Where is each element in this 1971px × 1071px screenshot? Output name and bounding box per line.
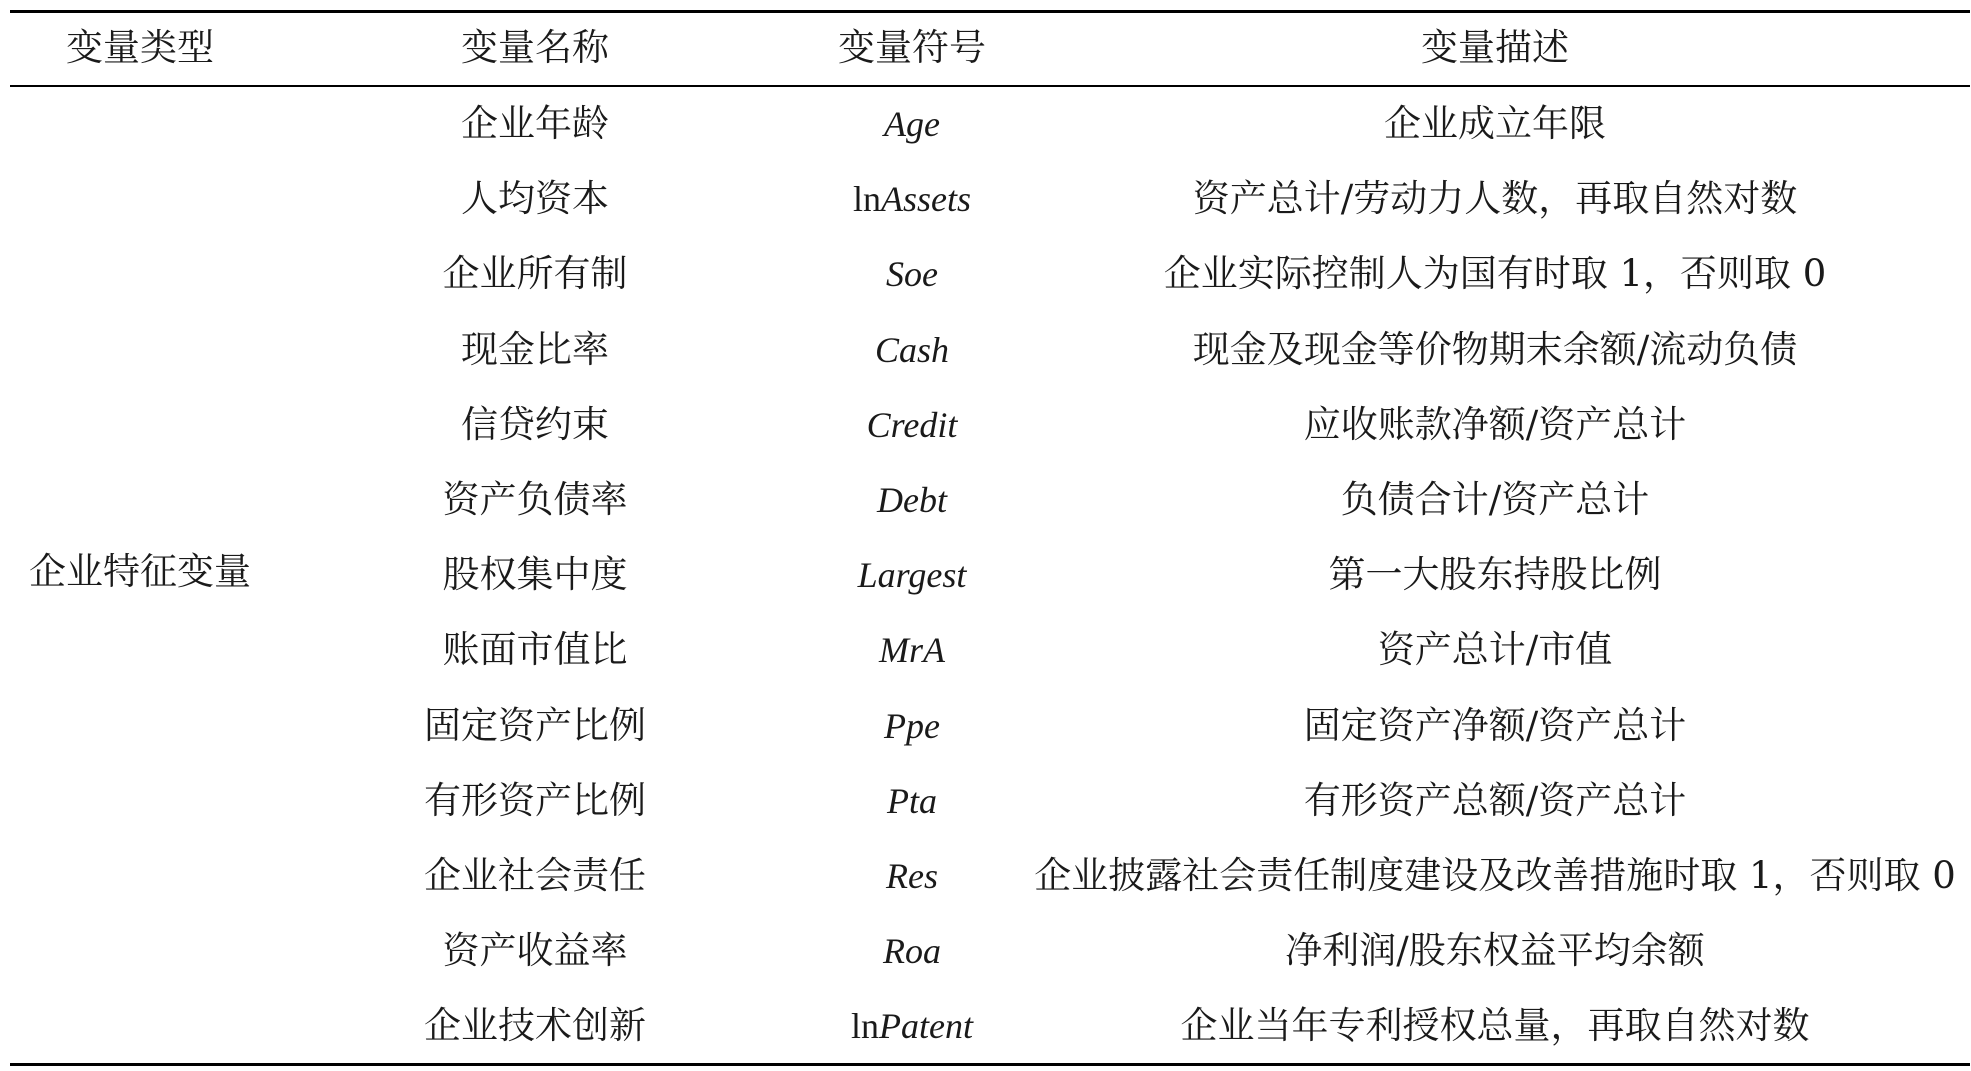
row-variable-description: 企业当年专利授权总量，再取自然对数 <box>1180 1004 1810 1047</box>
row-variable-name: 有形资产比例 <box>424 779 646 822</box>
symbol-prefix: ln <box>852 179 882 219</box>
header-variable-name: 变量名称 <box>461 26 609 69</box>
row-variable-name: 固定资产比例 <box>424 704 646 747</box>
row-variable-name: 企业社会责任 <box>424 854 646 897</box>
table-bottom-rule <box>10 1063 1970 1066</box>
row-variable-description: 资产总计/市值 <box>1377 628 1613 671</box>
table-top-rule <box>10 10 1970 13</box>
row-variable-symbol <box>884 101 940 147</box>
symbol-main: Patent <box>879 1006 973 1046</box>
symbol-main: Soe <box>886 254 938 294</box>
row-variable-symbol <box>886 853 938 899</box>
row-variable-name: 资产收益率 <box>442 929 628 972</box>
symbol-main: Largest <box>857 555 967 595</box>
row-variable-description: 净利润/股东权益平均余额 <box>1285 929 1705 972</box>
symbol-main: Roa <box>883 931 941 971</box>
row-variable-description: 有形资产总额/资产总计 <box>1303 779 1687 822</box>
row-variable-name: 企业年龄 <box>461 102 609 145</box>
row-variable-description: 现金及现金等价物期末余额/流动负债 <box>1192 328 1798 371</box>
row-variable-name: 资产负债率 <box>442 478 628 521</box>
row-variable-symbol <box>875 327 949 373</box>
row-variable-description: 固定资产净额/资产总计 <box>1303 704 1687 747</box>
row-variable-symbol <box>879 627 945 673</box>
row-variable-name: 人均资本 <box>461 177 609 220</box>
row-variable-description: 企业实际控制人为国有时取 1，否则取 0 <box>1163 252 1827 295</box>
row-variable-symbol <box>858 552 967 598</box>
header-variable-description: 变量描述 <box>1421 26 1569 69</box>
symbol-main: Age <box>884 104 940 144</box>
row-variable-symbol <box>887 778 937 824</box>
symbol-main: Debt <box>877 480 947 520</box>
row-variable-symbol <box>867 402 958 448</box>
symbol-main: Ppe <box>884 706 940 746</box>
row-variable-description: 应收账款净额/资产总计 <box>1303 403 1687 446</box>
row-variable-symbol <box>851 1003 973 1049</box>
row-variable-name: 企业技术创新 <box>424 1004 646 1047</box>
header-variable-symbol: 变量符号 <box>838 26 986 69</box>
row-variable-description: 企业披露社会责任制度建设及改善措施时取 1，否则取 0 <box>1034 854 1956 897</box>
row-variable-symbol <box>884 703 940 749</box>
group-label: 企业特征变量 <box>29 550 251 593</box>
symbol-prefix: ln <box>851 1006 880 1046</box>
row-variable-description: 资产总计/劳动力人数，再取自然对数 <box>1192 177 1798 220</box>
symbol-main: Credit <box>866 405 958 445</box>
symbol-main: Res <box>886 856 938 896</box>
header-variable-type: 变量类型 <box>66 26 214 69</box>
symbol-main: MrA <box>879 630 945 670</box>
row-variable-description: 负债合计/资产总计 <box>1340 478 1650 521</box>
row-variable-name: 股权集中度 <box>442 553 628 596</box>
symbol-main: Cash <box>874 330 950 370</box>
row-variable-description: 企业成立年限 <box>1384 102 1606 145</box>
row-variable-description: 第一大股东持股比例 <box>1328 553 1662 596</box>
row-variable-symbol <box>877 477 947 523</box>
row-variable-name: 账面市值比 <box>442 628 628 671</box>
symbol-main: Assets <box>881 179 972 219</box>
table-header-rule <box>10 85 1970 87</box>
row-variable-name: 信贷约束 <box>461 403 609 446</box>
row-variable-name: 企业所有制 <box>442 252 628 295</box>
row-variable-name: 现金比率 <box>461 328 609 371</box>
row-variable-symbol <box>853 176 971 222</box>
row-variable-symbol <box>883 928 941 974</box>
row-variable-symbol <box>886 251 938 297</box>
symbol-main: Pta <box>887 781 937 821</box>
